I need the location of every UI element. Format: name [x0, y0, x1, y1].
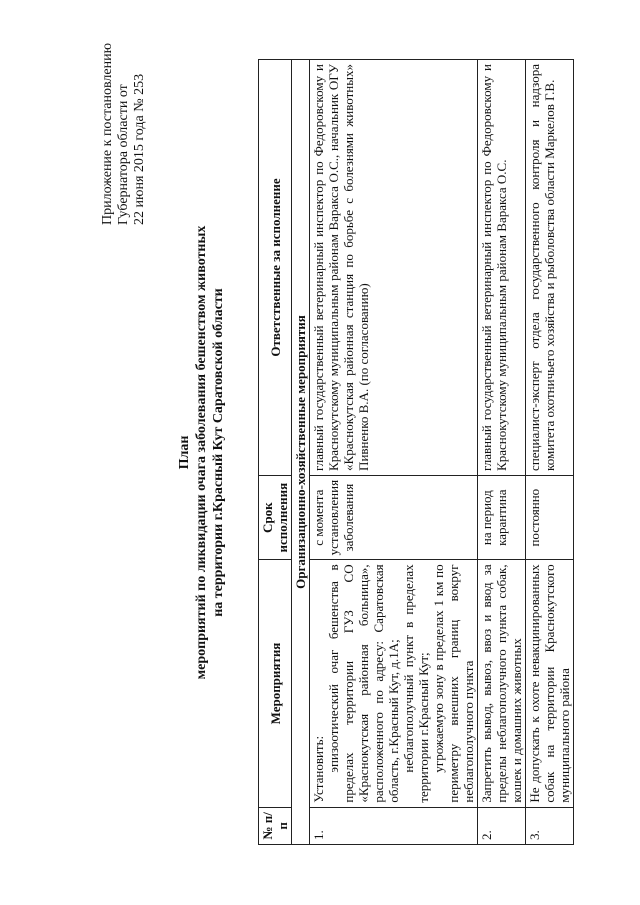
appendix-line-2: Губернатора области от: [116, 84, 131, 225]
header-number: № п/п: [259, 807, 292, 844]
row-responsible: специалист-эксперт отдела государственного контроля и надзора комитета охотничьего хозяйства и рыболовства области Маркелов Г.В.: [526, 60, 574, 476]
measures-table: [258, 59, 574, 845]
row-term: на период карантина: [478, 475, 526, 559]
row-term: постоянно: [526, 475, 574, 559]
row-number: 2.: [478, 807, 526, 844]
section-row: [292, 60, 310, 845]
action-line: эпизоотический очаг бешенства в пределах территории ГУЗ СО «Краснокутская районная больница», расположенного по адресу: Саратовская область, г.Красный Кут, д.1А;: [326, 564, 401, 803]
table-row: [478, 60, 526, 845]
plan-subtitle: мероприятий по ликвидации очага заболевания бешенством животных: [194, 225, 209, 680]
appendix-line-1: Приложение к постановлению: [100, 42, 115, 225]
row-action: [310, 560, 478, 807]
row-responsible: главный государственный ветеринарный инспектор по Федоровскому и Краснокутскому муниципальным районам Варакса О.С., начальник ОГУ «Краснокутская районная станция по борьбе с болезнями животных» Пивненко В.А. (по согласованию): [310, 60, 478, 476]
row-number: 3.: [526, 807, 574, 844]
table-header-row: [259, 60, 292, 845]
row-action: Не допускать к охоте невакцинированных собак на территории Краснокутского муниципального района: [526, 560, 574, 807]
header-action: Мероприятия: [259, 560, 292, 807]
action-line: Установить:: [311, 735, 326, 803]
table-row: [526, 60, 574, 845]
action-line: угрожаемую зону в пределах 1 км по периметру внешних границ вокруг неблагополучного пункта: [431, 564, 476, 803]
header-responsible: Ответственные за исполнение: [259, 60, 292, 476]
row-responsible: главный государственный ветеринарный инспектор по Федоровскому и Краснокутскому муниципальным районам Варакса О.С.: [478, 60, 526, 476]
appendix-note: [100, 5, 148, 225]
plan-subtitle-location: на территории г.Красный Кут Саратовской области: [211, 288, 226, 617]
row-number: 1.: [310, 807, 478, 844]
header-term: Срок исполнения: [259, 475, 292, 559]
plan-title: План: [177, 435, 192, 470]
row-term: с момента установления заболевания: [310, 475, 478, 559]
appendix-line-3: 22 июня 2015 года № 253: [132, 73, 147, 225]
row-action: Запретить вывод, вывоз, ввоз и ввод за пределы неблагополучного пункта собак, кошек и домашних животных: [478, 560, 526, 807]
action-line: неблагополучный пункт в пределах территории г.Красный Кут;: [401, 564, 431, 803]
section-title: Организационно-хозяйственные мероприятия: [292, 60, 310, 845]
table-row: [310, 60, 478, 845]
